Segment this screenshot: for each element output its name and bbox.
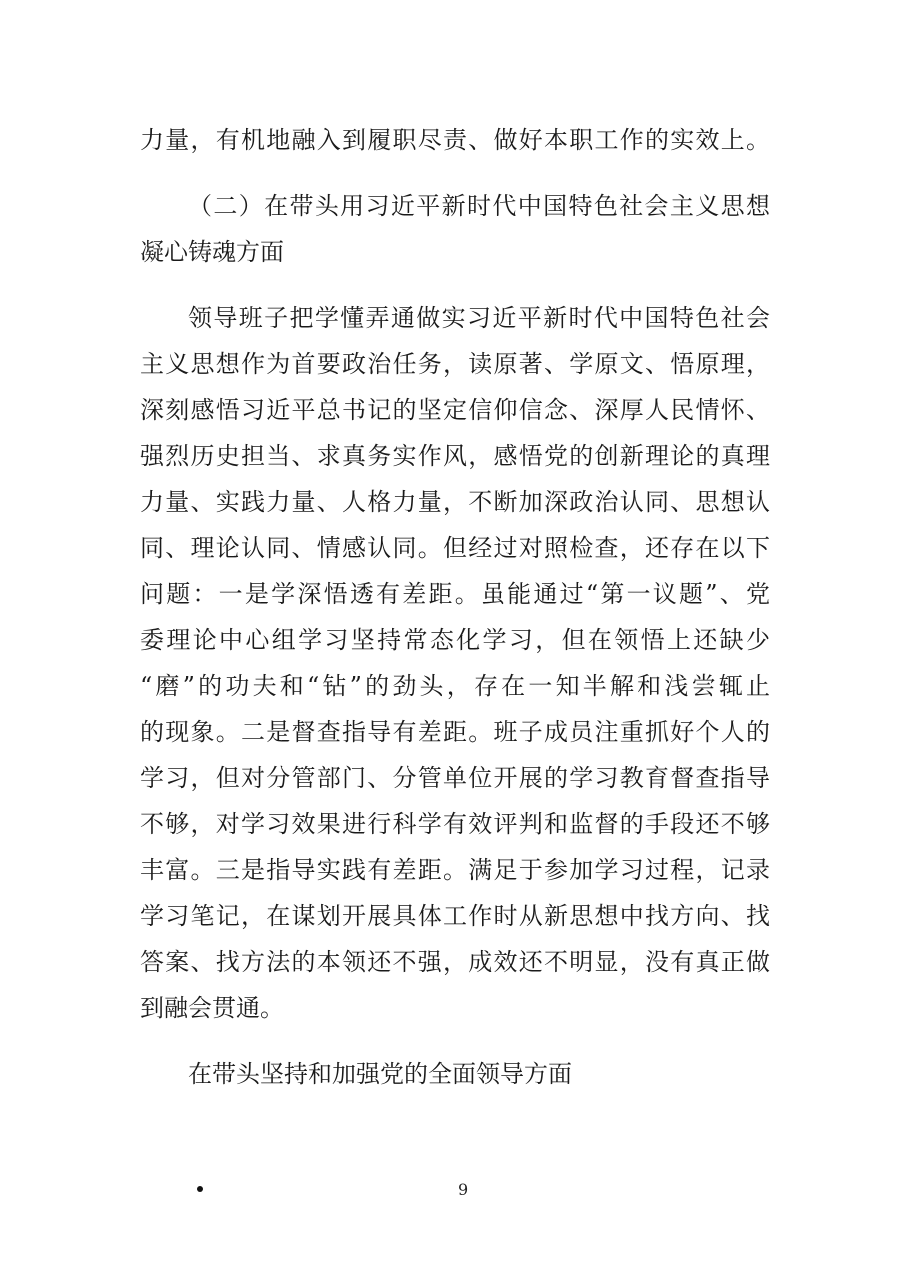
paragraph-line: 主义思想作为首要政治任务，读原著、学原文、悟原理，: [140, 350, 770, 378]
section-heading-line-1: （二）在带头用习近平新时代中国特色社会主义思想: [188, 192, 770, 220]
paragraph-line: 强烈历史担当、求真务实作风，感悟党的创新理论的真理: [140, 442, 770, 470]
section-heading-line-2: 凝心铸魂方面: [140, 238, 284, 266]
paragraph-line: 深刻感悟习近平总书记的坚定信仰信念、深厚人民情怀、: [140, 396, 770, 424]
page-number: 9: [458, 1180, 469, 1199]
paragraph-line: 同、理论认同、情感认同。但经过对照检查，还存在以下: [140, 534, 770, 562]
next-section-heading: 在带头坚持和加强党的全面领导方面: [188, 1060, 572, 1088]
paragraph-line: 不够，对学习效果进行科学有效评判和监督的手段还不够: [140, 810, 770, 838]
paragraph-line: 问题：一是学深悟透有差距。虽能通过“第一议题”、党: [140, 580, 770, 608]
paragraph-line: 力量、实践力量、人格力量，不断加深政治认同、思想认: [140, 488, 770, 516]
paragraph-line: 的现象。二是督查指导有差距。班子成员注重抓好个人的: [140, 718, 770, 746]
paragraph-line: 到融会贯通。: [140, 994, 284, 1022]
paragraph-line: 委理论中心组学习坚持常态化学习，但在领悟上还缺少: [140, 626, 770, 654]
paragraph-line: 答案、找方法的本领还不强，成效还不明显，没有真正做: [140, 948, 770, 976]
paragraph-line: 学习笔记，在谋划开展具体工作时从新思想中找方向、找: [140, 902, 770, 930]
paragraph-line: 丰富。三是指导实践有差距。满足于参加学习过程，记录: [140, 856, 770, 884]
paragraph-line: 领导班子把学懂弄通做实习近平新时代中国特色社会: [188, 304, 770, 332]
continuation-line: 力量，有机地融入到履职尽责、做好本职工作的实效上。: [140, 126, 770, 154]
bullet-dot: [197, 1186, 203, 1192]
paragraph-line: “磨”的功夫和“钻”的劲头，存在一知半解和浅尝辄止: [140, 672, 770, 700]
paragraph-line: 学习，但对分管部门、分管单位开展的学习教育督查指导: [140, 764, 770, 792]
